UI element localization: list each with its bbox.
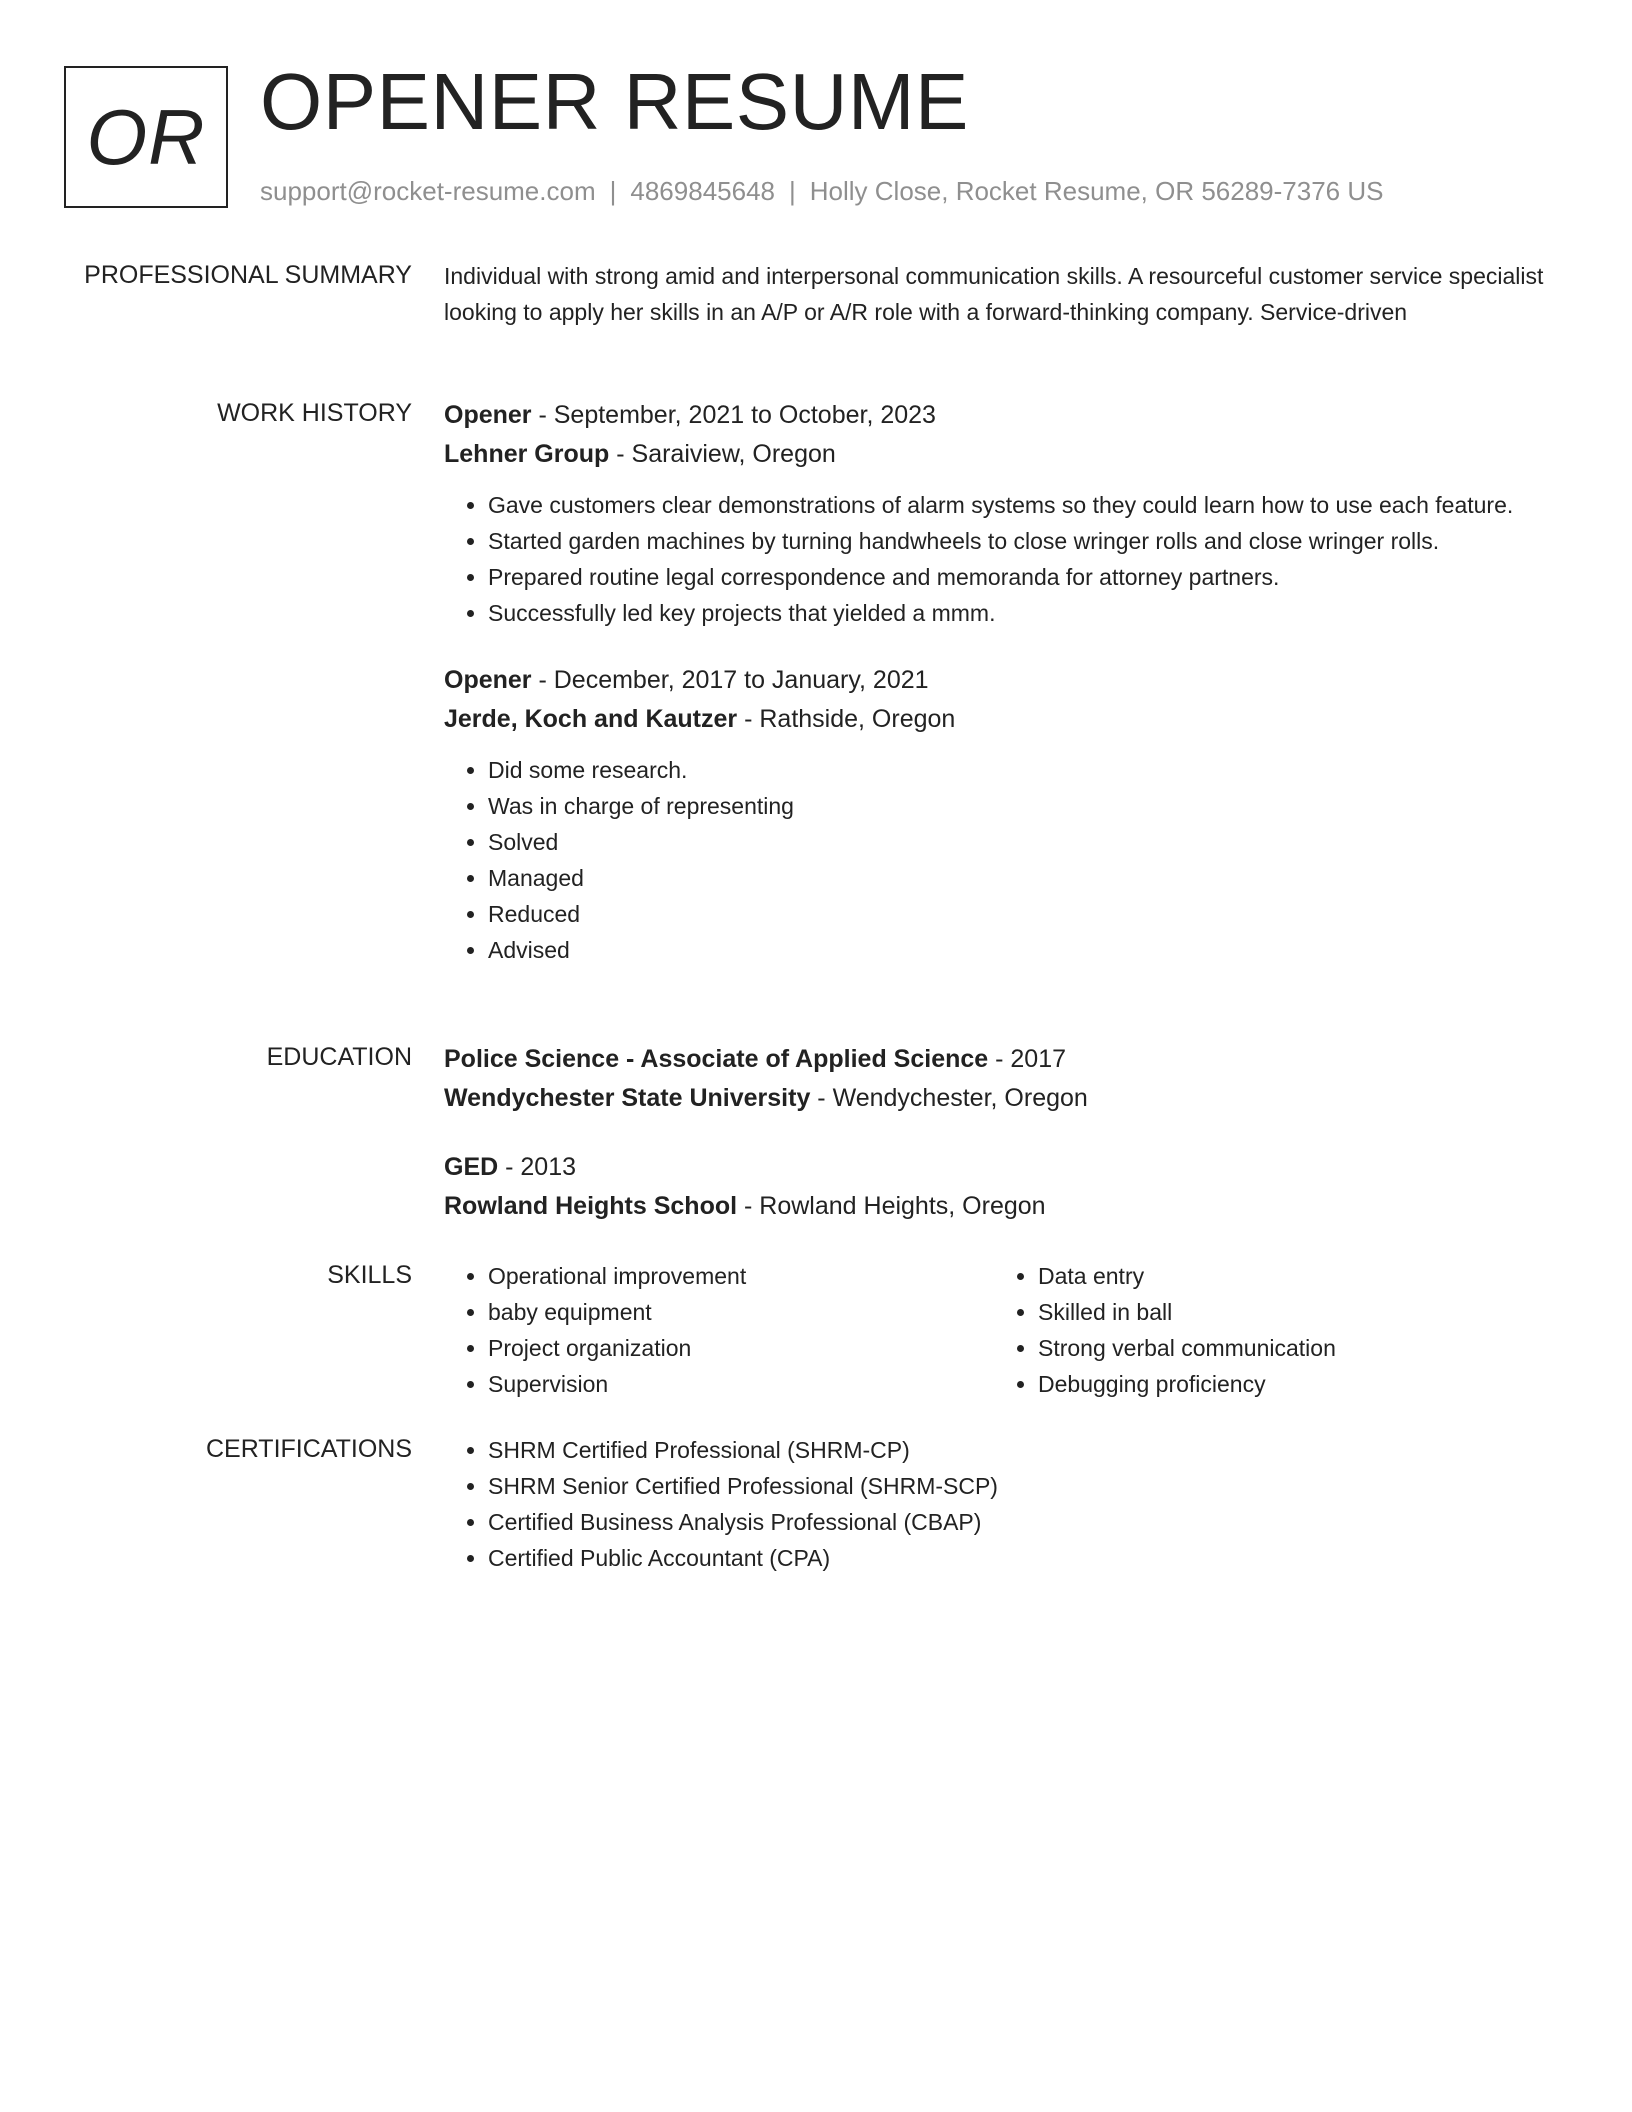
contact-phone: 4869845648 [630,176,775,206]
skill-item: • Supervision [488,1366,994,1402]
job-bullet: • Started garden machines by turning handwheels to close wringer rolls and close wringer rolls. [488,523,1544,559]
school-name: Rowland Heights School [444,1192,738,1220]
skills-list-right [994,1258,1544,1402]
skills-columns [444,1258,1544,1402]
summary-heading: PROFESSIONAL SUMMARY [84,261,412,289]
education-heading: EDUCATION [266,1043,412,1071]
certification-item: • SHRM Senior Certified Professional (SHRM-SCP) [488,1468,1544,1504]
skill-item: • Project organization [488,1330,994,1366]
education-entry [444,1148,1544,1226]
school-line [444,1187,1544,1226]
skills-heading: SKILLS [327,1261,412,1289]
work-history-heading: WORK HISTORY [217,399,412,427]
job-bullets [444,487,1544,631]
job-entry [444,661,1544,968]
school-name: Wendychester State University [444,1084,811,1112]
job-location: - Rathside, Oregon [737,705,956,733]
job-bullet: • Managed [488,860,1544,896]
contact-separator: | [609,176,617,206]
degree-year: - 2017 [988,1045,1067,1073]
job-title: Opener [444,401,532,429]
job-title-line [444,396,1544,435]
skill-item: • Skilled in ball [1038,1294,1544,1330]
education-body [444,1040,1544,1226]
job-location: - Saraiview, Oregon [609,440,836,468]
skill-item: • Data entry [1038,1258,1544,1294]
job-company-line [444,435,1544,474]
school-line [444,1079,1544,1118]
job-bullet: • Advised [488,932,1544,968]
contact-separator: | [789,176,796,206]
contact-email: support@rocket-resume.com [260,176,596,206]
certification-item: • Certified Business Analysis Professional (CBAP) [488,1504,1544,1540]
job-bullet: • Was in charge of representing [488,788,1544,824]
monogram-text: OR [86,92,206,181]
job-title-line [444,661,1544,700]
job-bullets [444,752,1544,968]
job-dates: - September, 2021 to October, 2023 [531,401,936,429]
skill-item: • baby equipment [488,1294,994,1330]
job-company-line [444,700,1544,739]
certification-item: • Certified Public Accountant (CPA) [488,1540,1544,1576]
contact-address: Holly Close, Rocket Resume, OR 56289-7376 US [809,176,1384,206]
contact-line [260,174,1383,208]
school-location: - Wendychester, Oregon [810,1084,1088,1112]
skill-item: • Strong verbal communication [1038,1330,1544,1366]
certifications-heading: CERTIFICATIONS [205,1435,412,1463]
job-title: Opener [444,666,532,694]
skills-list-left [444,1258,994,1402]
degree-line [444,1148,1544,1187]
skills-body [444,1258,1544,1402]
candidate-name: OPENER RESUME [260,57,969,146]
job-bullet: • Successfully led key projects that yielded a mmm. [488,595,1544,631]
degree-name: GED [444,1153,499,1181]
job-bullet: • Did some research. [488,752,1544,788]
job-bullet: • Prepared routine legal correspondence and memoranda for attorney partners. [488,559,1544,595]
skill-item: • Debugging proficiency [1038,1366,1544,1402]
work-history-body [444,396,1544,968]
job-bullet: • Solved [488,824,1544,860]
certifications-body [444,1432,1544,1576]
summary-body [444,258,1544,330]
job-company: Jerde, Koch and Kautzer [444,705,738,733]
job-dates: - December, 2017 to January, 2021 [531,666,929,694]
monogram-box [64,66,228,208]
degree-line [444,1040,1544,1079]
job-bullet: • Gave customers clear demonstrations of alarm systems so they could learn how to use each feature. [488,487,1544,523]
job-entry [444,396,1544,631]
certification-item: • SHRM Certified Professional (SHRM-CP) [488,1432,1544,1468]
education-entry [444,1040,1544,1118]
school-location: - Rowland Heights, Oregon [737,1192,1046,1220]
job-company: Lehner Group [444,440,610,468]
job-bullet: • Reduced [488,896,1544,932]
degree-year: - 2013 [498,1153,577,1181]
degree-name: Police Science - Associate of Applied Science [444,1045,989,1073]
summary-text: Individual with strong amid and interpersonal communication skills. A resourceful customer service specialist looking to apply her skills in an A/P or A/R role with a forward-thinking company. Service-driven [444,263,1544,325]
certifications-list [444,1432,1544,1576]
skill-item: • Operational improvement [488,1258,994,1294]
